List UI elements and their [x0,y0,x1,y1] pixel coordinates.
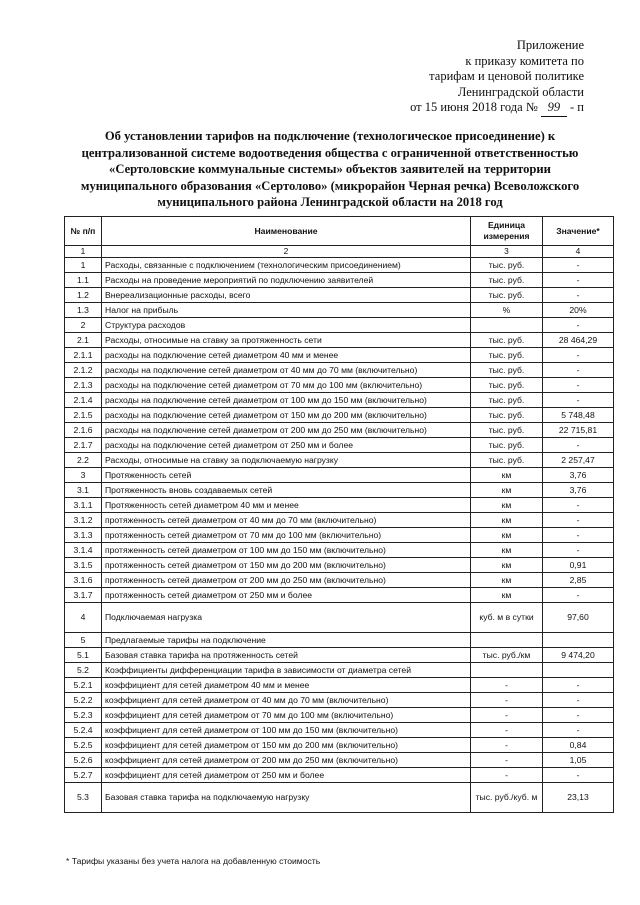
row-value: 3,76 [543,468,614,483]
row-unit: тыс. руб. [471,378,543,393]
row-number: 5.3 [65,783,102,813]
row-unit: куб. м в сутки [471,603,543,633]
row-name: расходы на подключение сетей диаметром 40 мм и менее [102,348,471,363]
table-row [65,678,614,693]
table-body [65,258,614,813]
appendix-line: к приказу комитета по [465,53,584,68]
header-num: № п/п [65,217,102,246]
row-name: расходы на подключение сетей диаметром от 70 мм до 100 мм (включительно) [102,378,471,393]
row-number: 1.2 [65,288,102,303]
row-unit [471,318,543,333]
row-unit: км [471,498,543,513]
row-number: 3.1 [65,483,102,498]
title-line: муниципального района Ленинградской области на 2018 год [157,195,503,209]
table-row [65,588,614,603]
row-value: - [543,513,614,528]
row-name: протяженность сетей диаметром от 40 мм до 70 мм (включительно) [102,513,471,528]
table-row [65,543,614,558]
table-row [65,513,614,528]
row-value: - [543,498,614,513]
row-number: 4 [65,603,102,633]
row-number: 5.1 [65,648,102,663]
row-value: - [543,693,614,708]
row-name: протяженность сетей диаметром от 250 мм и более [102,588,471,603]
title-line: Об установлении тарифов на подключение (технологическое присоединение) к [104,129,556,143]
row-value: 3,76 [543,483,614,498]
table-header-row [65,217,614,246]
row-name: Расходы, относимые на ставку за подключаемую нагрузку [102,453,471,468]
row-value: - [543,273,614,288]
row-number: 3.1.5 [65,558,102,573]
row-unit: тыс. руб. [471,333,543,348]
row-unit: км [471,588,543,603]
row-number: 2 [65,318,102,333]
row-unit: тыс. руб. [471,453,543,468]
row-number: 5.2.4 [65,723,102,738]
order-date: от 15 июня 2018 года № [410,100,538,114]
row-name: коэффициент для сетей диаметром 40 мм и менее [102,678,471,693]
row-number: 2.1.2 [65,363,102,378]
row-number: 3 [65,468,102,483]
table-row [65,663,614,678]
table-row [65,693,614,708]
row-name: расходы на подключение сетей диаметром от 150 мм до 200 мм (включительно) [102,408,471,423]
row-value: - [543,588,614,603]
row-unit: - [471,678,543,693]
row-name: расходы на подключение сетей диаметром от 200 мм до 250 мм (включительно) [102,423,471,438]
column-number: 4 [543,246,614,258]
row-value: - [543,438,614,453]
table-row [65,468,614,483]
column-number: 2 [102,246,471,258]
row-number: 3.1.3 [65,528,102,543]
table-row [65,783,614,813]
row-number: 3.1.4 [65,543,102,558]
row-value: 23,13 [543,783,614,813]
row-name: Протяженность сетей диаметром 40 мм и менее [102,498,471,513]
table-row [65,528,614,543]
row-unit: тыс. руб. [471,363,543,378]
column-number: 1 [65,246,102,258]
row-number: 2.1.5 [65,408,102,423]
row-unit: тыс. руб. [471,273,543,288]
row-number: 5.2.2 [65,693,102,708]
row-number: 5 [65,633,102,648]
row-name: протяженность сетей диаметром от 150 мм до 200 мм (включительно) [102,558,471,573]
row-number: 2.1 [65,333,102,348]
row-value: - [543,768,614,783]
row-name: Расходы, связанные с подключением (технологическим присоединением) [102,258,471,273]
appendix-line: Приложение [516,38,584,52]
table-row [65,258,614,273]
row-name: протяженность сетей диаметром от 70 мм до 100 мм (включительно) [102,528,471,543]
row-number: 1.1 [65,273,102,288]
row-unit: % [471,303,543,318]
row-name: Базовая ставка тарифа на подключаемую нагрузку [102,783,471,813]
row-unit: тыс. руб. [471,438,543,453]
row-name: Внереализационные расходы, всего [102,288,471,303]
table-row [65,558,614,573]
row-unit: тыс. руб./куб. м [471,783,543,813]
table-row [65,633,614,648]
row-unit: км [471,573,543,588]
table-row [65,363,614,378]
row-number: 5.2 [65,663,102,678]
row-number: 5.2.6 [65,753,102,768]
table-row [65,483,614,498]
column-numbers-row [65,246,614,258]
table-row [65,498,614,513]
row-number: 2.1.6 [65,423,102,438]
row-value: 20% [543,303,614,318]
row-value: - [543,378,614,393]
table-row [65,303,614,318]
table-row [65,648,614,663]
table-row [65,753,614,768]
row-name: Базовая ставка тарифа на протяженность сетей [102,648,471,663]
row-number: 3.1.6 [65,573,102,588]
row-unit: - [471,723,543,738]
order-number: 99 [541,100,567,117]
row-number: 3.1.2 [65,513,102,528]
row-unit: км [471,483,543,498]
row-unit: - [471,738,543,753]
row-value: - [543,708,614,723]
row-value: 5 748,48 [543,408,614,423]
row-value: - [543,318,614,333]
row-unit: км [471,513,543,528]
row-unit: - [471,768,543,783]
table-row [65,723,614,738]
table-row [65,393,614,408]
row-value: - [543,288,614,303]
row-value: 22 715,81 [543,423,614,438]
table-row [65,453,614,468]
title-line: централизованной системе водоотведения общества с ограниченной ответственностью [81,145,579,160]
row-value: - [543,363,614,378]
table-row [65,348,614,363]
row-name: коэффициент для сетей диаметром от 70 мм до 100 мм (включительно) [102,708,471,723]
table-row [65,378,614,393]
row-unit: км [471,468,543,483]
row-value [543,663,614,678]
row-unit: тыс. руб. [471,258,543,273]
row-value: 2,85 [543,573,614,588]
row-name: расходы на подключение сетей диаметром от 100 мм до 150 мм (включительно) [102,393,471,408]
row-value: 1,05 [543,753,614,768]
row-number: 2.1.4 [65,393,102,408]
row-name: Налог на прибыль [102,303,471,318]
table-row [65,738,614,753]
row-unit: тыс. руб./км [471,648,543,663]
row-name: Коэффициенты дифференциации тарифа в зависимости от диаметра сетей [102,663,471,678]
row-value: 2 257,47 [543,453,614,468]
row-number: 5.2.7 [65,768,102,783]
row-number: 3.1.7 [65,588,102,603]
row-unit: км [471,558,543,573]
row-name: коэффициент для сетей диаметром от 150 мм до 200 мм (включительно) [102,738,471,753]
row-unit: - [471,753,543,768]
row-name: Протяженность сетей [102,468,471,483]
table-row [65,573,614,588]
row-unit: тыс. руб. [471,288,543,303]
row-unit [471,663,543,678]
row-name: Протяженность вновь создаваемых сетей [102,483,471,498]
row-value: 97,60 [543,603,614,633]
row-name: протяженность сетей диаметром от 100 мм до 150 мм (включительно) [102,543,471,558]
footnote: * Тарифы указаны без учета налога на добавленную стоимость [66,856,321,866]
table-row [65,708,614,723]
row-number: 2.1.1 [65,348,102,363]
row-unit: км [471,528,543,543]
row-value [543,633,614,648]
row-name: протяженность сетей диаметром от 200 мм до 250 мм (включительно) [102,573,471,588]
row-value: 28 464,29 [543,333,614,348]
row-number: 1.3 [65,303,102,318]
row-number: 5.2.3 [65,708,102,723]
row-name: коэффициент для сетей диаметром от 200 мм до 250 мм (включительно) [102,753,471,768]
row-value: 0,91 [543,558,614,573]
row-name: Структура расходов [102,318,471,333]
row-number: 2.2 [65,453,102,468]
appendix-line: Ленинградской области [457,84,584,99]
title-line: муниципального образования «Сертолово» (микрорайон Черная речка) Всеволожского [80,178,580,193]
row-name: расходы на подключение сетей диаметром от 40 мм до 70 мм (включительно) [102,363,471,378]
table-row [65,603,614,633]
row-name: Подключаемая нагрузка [102,603,471,633]
row-unit: - [471,708,543,723]
row-name: расходы на подключение сетей диаметром от 250 мм и более [102,438,471,453]
table-row [65,423,614,438]
header-unit: Единица измерения [471,217,543,246]
table-row [65,288,614,303]
row-unit: км [471,543,543,558]
row-number: 3.1.1 [65,498,102,513]
table-row [65,408,614,423]
table-row [65,333,614,348]
column-number: 3 [471,246,543,258]
row-value: - [543,258,614,273]
row-number: 1 [65,258,102,273]
table-row [65,438,614,453]
row-unit: - [471,693,543,708]
header-name: Наименование [102,217,471,246]
appendix-header [344,38,584,117]
row-value: 9 474,20 [543,648,614,663]
row-unit: тыс. руб. [471,393,543,408]
row-number: 5.2.5 [65,738,102,753]
row-name: Расходы, относимые на ставку за протяженность сети [102,333,471,348]
table-row [65,768,614,783]
row-number: 2.1.7 [65,438,102,453]
order-suffix: - п [570,100,584,114]
header-value: Значение* [543,217,614,246]
row-number: 2.1.3 [65,378,102,393]
row-value: - [543,543,614,558]
appendix-line: тарифам и ценовой политике [429,69,584,83]
row-number: 5.2.1 [65,678,102,693]
row-name: коэффициент для сетей диаметром от 40 мм до 70 мм (включительно) [102,693,471,708]
row-unit: тыс. руб. [471,423,543,438]
row-unit: тыс. руб. [471,408,543,423]
row-value: - [543,528,614,543]
row-name: коэффициент для сетей диаметром от 250 мм и более [102,768,471,783]
row-unit: тыс. руб. [471,348,543,363]
row-value: - [543,393,614,408]
row-name: Расходы на проведение мероприятий по подключению заявителей [102,273,471,288]
row-value: - [543,348,614,363]
row-name: коэффициент для сетей диаметром от 100 мм до 150 мм (включительно) [102,723,471,738]
table-row [65,273,614,288]
row-value: - [543,678,614,693]
appendix-order-line [344,100,584,117]
row-value: 0,84 [543,738,614,753]
title-line: «Сертоловские коммунальные системы» объектов заявителей на территории [109,162,551,176]
row-value: - [543,723,614,738]
row-name: Предлагаемые тарифы на подключение [102,633,471,648]
document-title [60,128,600,211]
row-unit [471,633,543,648]
table-row [65,318,614,333]
tariff-table [64,216,614,813]
